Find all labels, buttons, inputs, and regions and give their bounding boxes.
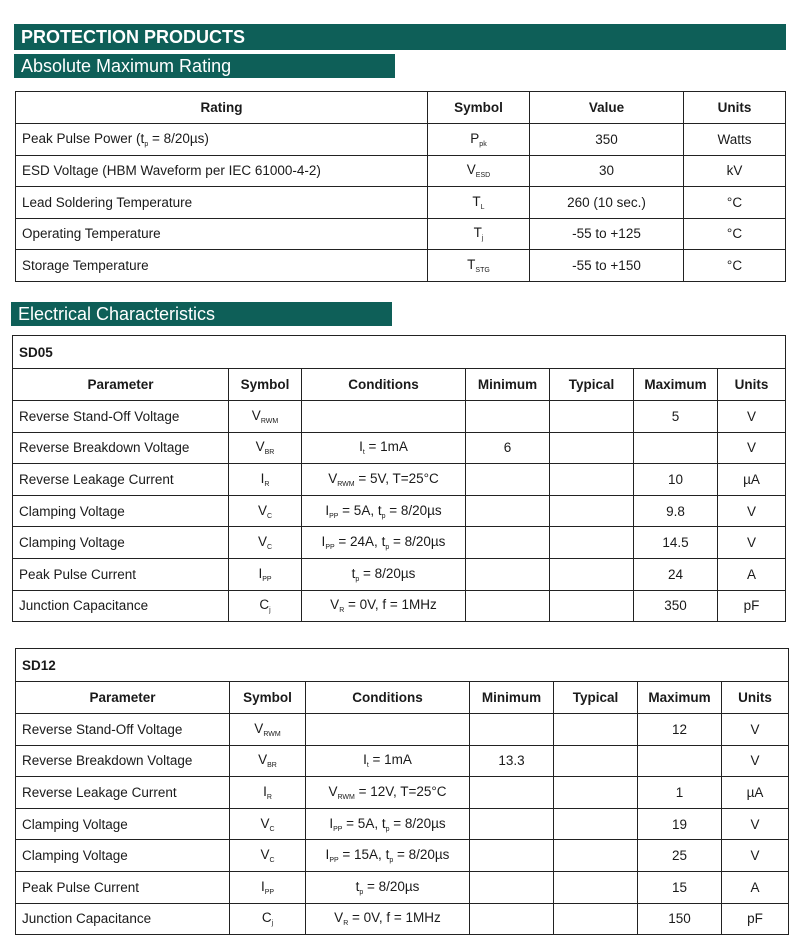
subscript: j — [481, 235, 484, 243]
conditions-cell — [302, 527, 466, 559]
parameter-cell: Junction Capacitance — [16, 903, 230, 935]
table-row — [16, 903, 789, 935]
subscript: p — [385, 825, 390, 833]
symbol-cell — [428, 155, 530, 187]
parameter-cell: Clamping Voltage — [13, 495, 229, 527]
conditions-cell — [306, 871, 470, 903]
symbol-cell — [230, 808, 306, 840]
maximum-cell: 150 — [638, 903, 722, 935]
subscript: t — [366, 762, 369, 770]
value-cell: 350 — [530, 124, 684, 156]
parameter-cell: Reverse Leakage Current — [16, 777, 230, 809]
subscript: j — [271, 920, 274, 928]
typical-cell — [554, 745, 638, 777]
units-cell: µA — [718, 464, 786, 496]
condition-text: = 8/20µs — [363, 878, 420, 894]
subscript: C — [269, 857, 275, 865]
symbol-text: V — [466, 162, 476, 178]
column-header: Parameter — [13, 369, 229, 401]
condition-text: = 24A, t — [334, 534, 386, 550]
column-header: Minimum — [470, 682, 554, 714]
table-row — [16, 745, 789, 777]
rating-cell — [16, 250, 428, 282]
column-header: Symbol — [428, 92, 530, 124]
minimum-cell — [466, 495, 550, 527]
subscript: C — [266, 512, 273, 520]
parameter-cell: Clamping Voltage — [16, 808, 230, 840]
symbol-text: V — [260, 847, 270, 863]
rating-text: = 8/20µs) — [148, 130, 209, 146]
rating-text: Storage Temperature — [22, 257, 149, 273]
symbol-cell — [428, 124, 530, 156]
condition-text: I — [359, 439, 363, 455]
condition-text: = 0V, f = 1MHz — [344, 597, 437, 613]
conditions-cell — [306, 840, 470, 872]
page-header: PROTECTION PRODUCTS — [14, 24, 786, 50]
symbol-text: V — [255, 439, 265, 455]
symbol-cell — [229, 432, 302, 464]
subscript: RWM — [337, 480, 355, 488]
column-header: Rating — [16, 92, 428, 124]
condition-text: = 0V, f = 1MHz — [348, 910, 441, 926]
device-title-row — [16, 649, 789, 682]
subscript: PP — [262, 575, 272, 583]
rating-cell — [16, 218, 428, 250]
sd12-characteristics-table — [15, 648, 789, 935]
symbol-text: P — [470, 130, 480, 146]
maximum-cell: 15 — [638, 871, 722, 903]
units-cell: V — [722, 745, 789, 777]
symbol-text: I — [260, 878, 265, 894]
table-row — [13, 590, 786, 622]
column-header: Maximum — [638, 682, 722, 714]
symbol-cell — [230, 714, 306, 746]
condition-text: = 5A, t — [338, 502, 382, 518]
minimum-cell — [466, 464, 550, 496]
table-row — [13, 527, 786, 559]
condition-text: V — [334, 910, 344, 926]
maximum-cell: 12 — [638, 714, 722, 746]
subscript: p — [355, 575, 360, 583]
minimum-cell — [466, 590, 550, 622]
condition-text: V — [328, 470, 338, 486]
symbol-cell — [229, 464, 302, 496]
subscript: R — [266, 793, 272, 801]
subscript: PP — [329, 857, 339, 865]
conditions-cell — [306, 745, 470, 777]
device-name: SD05 — [13, 336, 786, 369]
conditions-cell — [302, 590, 466, 622]
condition-text: = 15A, t — [338, 847, 390, 863]
units-cell: V — [718, 401, 786, 433]
symbol-cell — [428, 218, 530, 250]
units-cell: °C — [684, 218, 786, 250]
rating-text: Lead Soldering Temperature — [22, 194, 193, 210]
condition-text: = 8/20µs — [389, 534, 446, 550]
conditions-cell — [302, 401, 466, 433]
symbol-text: V — [260, 815, 270, 831]
conditions-cell — [306, 903, 470, 935]
symbol-cell — [229, 590, 302, 622]
typical-cell — [550, 495, 634, 527]
maximum-cell — [638, 745, 722, 777]
subscript: R — [343, 920, 349, 928]
maximum-cell: 19 — [638, 808, 722, 840]
units-cell: pF — [722, 903, 789, 935]
maximum-cell — [634, 432, 718, 464]
typical-cell — [550, 590, 634, 622]
header-row — [13, 369, 786, 401]
condition-text: V — [328, 783, 338, 799]
minimum-cell — [470, 714, 554, 746]
symbol-cell — [230, 745, 306, 777]
typical-cell — [550, 401, 634, 433]
units-cell: V — [722, 808, 789, 840]
column-header: Units — [684, 92, 786, 124]
subscript: BR — [264, 449, 275, 457]
conditions-cell — [306, 808, 470, 840]
parameter-cell: Junction Capacitance — [13, 590, 229, 622]
minimum-cell — [470, 903, 554, 935]
value-cell: -55 to +150 — [530, 250, 684, 282]
table-row — [13, 464, 786, 496]
symbol-cell — [230, 871, 306, 903]
maximum-cell: 350 — [634, 590, 718, 622]
condition-text: I — [363, 752, 367, 768]
subscript: p — [385, 544, 390, 552]
symbol-text: V — [258, 752, 268, 768]
column-header: Conditions — [306, 682, 470, 714]
column-header: Maximum — [634, 369, 718, 401]
header-row — [16, 682, 789, 714]
conditions-cell — [302, 495, 466, 527]
condition-text: t — [355, 878, 360, 894]
condition-text: = 8/20µs — [389, 815, 446, 831]
table-row — [16, 187, 786, 219]
table-row — [16, 124, 786, 156]
device-title-row — [13, 336, 786, 369]
minimum-cell — [470, 840, 554, 872]
subscript: PP — [325, 544, 335, 552]
typical-cell — [554, 840, 638, 872]
typical-cell — [554, 871, 638, 903]
rating-cell — [16, 187, 428, 219]
subscript: pk — [479, 140, 487, 148]
condition-text: = 5V, T=25°C — [354, 470, 439, 486]
subscript: C — [266, 544, 273, 552]
maximum-cell: 25 — [638, 840, 722, 872]
symbol-text: T — [467, 256, 476, 272]
rating-text: Operating Temperature — [22, 226, 161, 242]
symbol-cell — [230, 840, 306, 872]
minimum-cell — [466, 401, 550, 433]
parameter-cell: Clamping Voltage — [13, 527, 229, 559]
table-row — [16, 777, 789, 809]
column-header: Units — [718, 369, 786, 401]
table-row — [16, 155, 786, 187]
minimum-cell — [470, 777, 554, 809]
symbol-cell — [230, 777, 306, 809]
rating-cell — [16, 124, 428, 156]
parameter-cell: Clamping Voltage — [16, 840, 230, 872]
table-row — [16, 840, 789, 872]
parameter-cell: Reverse Breakdown Voltage — [16, 745, 230, 777]
table-row — [16, 218, 786, 250]
condition-text: t — [351, 565, 356, 581]
maximum-cell: 14.5 — [634, 527, 718, 559]
maximum-cell: 1 — [638, 777, 722, 809]
units-cell: A — [718, 558, 786, 590]
column-header: Parameter — [16, 682, 230, 714]
symbol-text: T — [472, 193, 481, 209]
condition-text: = 8/20µs — [393, 847, 450, 863]
units-cell: µA — [722, 777, 789, 809]
condition-text: = 1mA — [368, 752, 412, 768]
section-title-amr: Absolute Maximum Rating — [14, 54, 395, 78]
rating-cell — [16, 155, 428, 187]
minimum-cell: 6 — [466, 432, 550, 464]
condition-text: V — [330, 597, 340, 613]
subscript: ESD — [475, 172, 491, 180]
parameter-cell: Reverse Leakage Current — [13, 464, 229, 496]
maximum-cell: 24 — [634, 558, 718, 590]
column-header: Symbol — [230, 682, 306, 714]
parameter-cell: Peak Pulse Current — [13, 558, 229, 590]
minimum-cell — [470, 808, 554, 840]
symbol-text: I — [258, 565, 263, 581]
symbol-text: V — [257, 502, 267, 518]
subscript: PP — [333, 825, 343, 833]
units-cell: °C — [684, 187, 786, 219]
symbol-text: I — [260, 470, 265, 486]
typical-cell — [554, 808, 638, 840]
table-row — [13, 432, 786, 464]
condition-text: = 8/20µs — [385, 502, 442, 518]
value-cell: -55 to +125 — [530, 218, 684, 250]
table-row — [16, 714, 789, 746]
symbol-text: C — [261, 910, 272, 926]
table-row — [13, 401, 786, 433]
condition-text: = 12V, T=25°C — [354, 783, 447, 799]
subscript: STG — [475, 266, 490, 274]
typical-cell — [554, 903, 638, 935]
value-cell: 260 (10 sec.) — [530, 187, 684, 219]
symbol-text: V — [257, 534, 267, 550]
subscript: R — [264, 480, 270, 488]
typical-cell — [554, 714, 638, 746]
condition-text: = 8/20µs — [359, 565, 416, 581]
units-cell: V — [718, 527, 786, 559]
table-row — [16, 250, 786, 282]
column-header: Typical — [554, 682, 638, 714]
conditions-cell — [306, 714, 470, 746]
symbol-text: V — [254, 720, 264, 736]
condition-text: I — [329, 815, 334, 831]
subscript: L — [480, 203, 485, 211]
table-row — [13, 495, 786, 527]
symbol-cell — [229, 527, 302, 559]
subscript: C — [269, 825, 275, 833]
maximum-cell: 10 — [634, 464, 718, 496]
subscript: RWM — [337, 793, 355, 801]
condition-text: I — [321, 534, 326, 550]
column-header: Value — [530, 92, 684, 124]
absolute-maximum-rating-table — [15, 91, 786, 282]
condition-text: = 5A, t — [342, 815, 386, 831]
symbol-cell — [230, 903, 306, 935]
units-cell: A — [722, 871, 789, 903]
minimum-cell — [466, 558, 550, 590]
subscript: j — [269, 607, 271, 615]
units-cell: V — [718, 495, 786, 527]
table-row — [16, 808, 789, 840]
symbol-cell — [229, 495, 302, 527]
subscript: t — [362, 449, 365, 457]
subscript: BR — [267, 762, 277, 770]
parameter-cell: Reverse Stand-Off Voltage — [13, 401, 229, 433]
subscript: RWM — [260, 417, 279, 425]
symbol-cell — [428, 187, 530, 219]
column-header: Typical — [550, 369, 634, 401]
subscript: p — [359, 888, 364, 896]
subscript: PP — [329, 512, 339, 520]
conditions-cell — [302, 558, 466, 590]
minimum-cell: 13.3 — [470, 745, 554, 777]
typical-cell — [550, 432, 634, 464]
rating-text: ESD Voltage (HBM Waveform per IEC 61000-4-2) — [22, 163, 321, 179]
typical-cell — [550, 558, 634, 590]
symbol-text: I — [263, 783, 267, 799]
symbol-text: V — [251, 407, 261, 423]
units-cell: V — [718, 432, 786, 464]
symbol-text: T — [473, 225, 482, 241]
table-row — [16, 871, 789, 903]
units-cell: Watts — [684, 124, 786, 156]
condition-text: I — [325, 847, 330, 863]
maximum-cell: 9.8 — [634, 495, 718, 527]
symbol-cell — [229, 558, 302, 590]
minimum-cell — [466, 527, 550, 559]
symbol-text: C — [259, 597, 270, 613]
parameter-cell: Reverse Breakdown Voltage — [13, 432, 229, 464]
units-cell: kV — [684, 155, 786, 187]
parameter-cell: Reverse Stand-Off Voltage — [16, 714, 230, 746]
column-header: Symbol — [229, 369, 302, 401]
condition-text: = 1mA — [364, 439, 408, 455]
device-name: SD12 — [16, 649, 789, 682]
typical-cell — [550, 464, 634, 496]
column-header: Conditions — [302, 369, 466, 401]
units-cell: V — [722, 840, 789, 872]
typical-cell — [554, 777, 638, 809]
units-cell: °C — [684, 250, 786, 282]
subscript: p — [389, 857, 394, 865]
symbol-cell — [428, 250, 530, 282]
units-cell: pF — [718, 590, 786, 622]
units-cell: V — [722, 714, 789, 746]
subscript: R — [339, 607, 345, 615]
parameter-cell: Peak Pulse Current — [16, 871, 230, 903]
conditions-cell — [302, 464, 466, 496]
subscript: RWM — [263, 730, 281, 738]
table-row — [13, 558, 786, 590]
subscript: p — [381, 512, 386, 520]
section-title-ec: Electrical Characteristics — [11, 302, 392, 326]
column-header: Minimum — [466, 369, 550, 401]
rating-text: Peak Pulse Power (t — [22, 130, 145, 146]
maximum-cell: 5 — [634, 401, 718, 433]
column-header: Units — [722, 682, 789, 714]
typical-cell — [550, 527, 634, 559]
value-cell: 30 — [530, 155, 684, 187]
subscript: p — [144, 140, 149, 148]
sd05-characteristics-table — [12, 335, 786, 622]
condition-text: I — [325, 502, 330, 518]
conditions-cell — [302, 432, 466, 464]
subscript: PP — [264, 888, 275, 896]
symbol-cell — [229, 401, 302, 433]
conditions-cell — [306, 777, 470, 809]
minimum-cell — [470, 871, 554, 903]
